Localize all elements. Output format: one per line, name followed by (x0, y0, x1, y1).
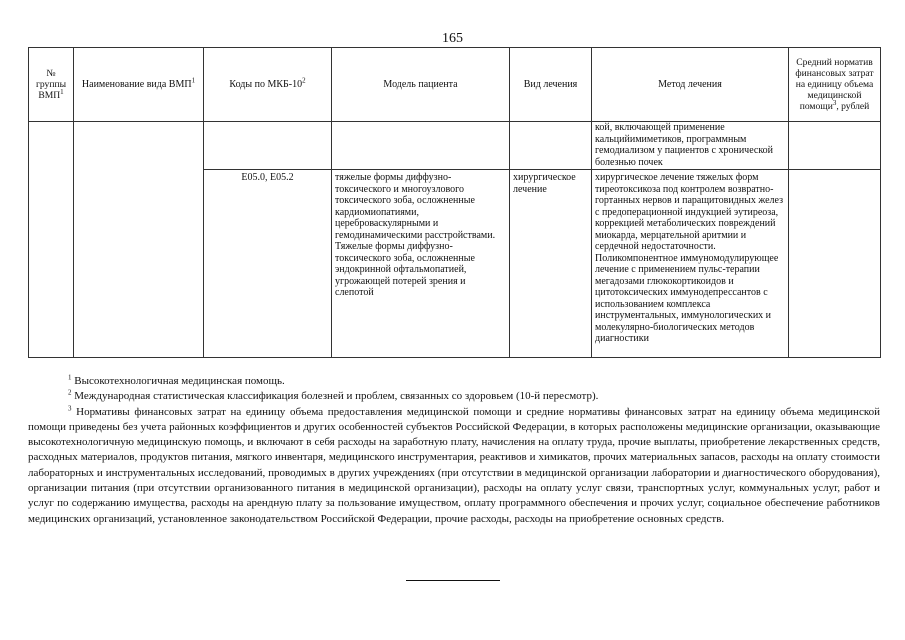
end-divider (406, 580, 500, 581)
footnote-mark: 2 (68, 388, 72, 397)
header-treatment-method: Метод лечения (592, 48, 789, 122)
cell-treatment-type: хирургическое лечение (510, 170, 592, 358)
footnote-mark: 3 (68, 403, 72, 412)
cell-average-cost (789, 170, 881, 358)
header-patient-model: Модель пациента (332, 48, 510, 122)
footnote-mark: 1 (68, 373, 72, 382)
footnote-3 (28, 405, 880, 527)
footnote-text: Нормативы финансовых затрат на единицу объема предоставления медицинской помощи и средние нормативы финансовых затрат на единицу объема медицинской помощи приведены без учета районных коэффициентов и других особенностей субъектов Российской Федерации, в которых расположены медицинские организации, оказывающие высокотехнологичную медицинскую помощь, и включают в себя расходы на заработную плату, начисления на оплату труда, прочие выплаты, приобретение лекарственных средств, расходных материалов, продуктов питания, мягкого инвентаря, медицинского инструментария, реактивов и химикатов, прочих материальных запасов, расходы на оплату стоимости лабораторных и инструментальных исследований, проводимых в других учреждениях (при отсутствии в медицинской организации лаборатории и диагностического оборудования), организации питания (при отсутствии организованного питания в медицинской организации), расходы на оплату услуг связи, транспортных услуг, коммунальных услуг, работ и услуг по содержанию имущества, расходы на арендную плату за пользование имуществом, оплату программного обеспечения и прочих услуг, социальное обеспечение работников медицинских организаций, установленное законодательством Российской Федерации, прочие расходы, расходы на приобретение основных средств. (28, 405, 880, 525)
cell-patient-model (332, 122, 510, 170)
footnote-2 (28, 389, 880, 404)
header-average-cost: Средний норматив финансовых затрат на единицу объема медицинской помощи$^3$, рублей (789, 48, 881, 122)
cell-treatment-type (510, 122, 592, 170)
header-vmp-name: Наименование вида ВМП$^1$ (74, 48, 204, 122)
footnote-text: Высокотехнологичная медицинская помощь. (74, 375, 285, 387)
cell-icd-codes: E05.0, E05.2 (204, 170, 332, 358)
cell-vmp-name (74, 122, 204, 358)
cell-treatment-method: кой, включающей применение кальцийимиметиков, программным гемодиализом у пациентов с хронической болезнью почек (592, 122, 789, 170)
header-icd-codes: Коды по МКБ-$10^2$ (204, 48, 332, 122)
cell-treatment-method: хирургическое лечение тяжелых форм тиреотоксикоза под контролем возвратно-гортанных нервов и паращитовидных желез с предоперационной индукцией эутиреоза, коррекцией метаболических повреждений миокарда, мерцательной аритмии и сердечной недостаточности. Поликомпонентное иммуномодулирующее лечение с применением пульс-терапии мегадозами глюкокортикоидов и цитотоксических иммунодепрессантов с использованием комплекса инструментальных, иммунологических и молекулярно-биологических методов диагностики (592, 170, 789, 358)
cell-group-number (29, 122, 74, 358)
footnote-text: Международная статистическая классификация болезней и проблем, связанных со здоровьем (10-й пересмотр). (74, 390, 599, 403)
vmp-table (28, 47, 881, 358)
header-treatment-type: Вид лечения (510, 48, 592, 122)
footnote-1 (28, 374, 880, 389)
cell-average-cost (789, 122, 881, 170)
cell-icd-codes (204, 122, 332, 170)
cell-patient-model: тяжелые формы диффузно-токсического и многоузлового токсического зоба, осложненные кардиомиопатиями, цереброваскулярными и гемодинамическими расстройствами. Тяжелые формы диффузно-токсического зоба, осложненные эндокринной офтальмопатией, угрожающей потерей зрения и слепотой (332, 170, 510, 358)
footnotes (28, 374, 880, 527)
header-group-number: № группы ВМП$^1$ (29, 48, 74, 122)
table-header-row (29, 48, 881, 122)
table-row (29, 122, 881, 170)
page-number: 165 (442, 31, 463, 46)
